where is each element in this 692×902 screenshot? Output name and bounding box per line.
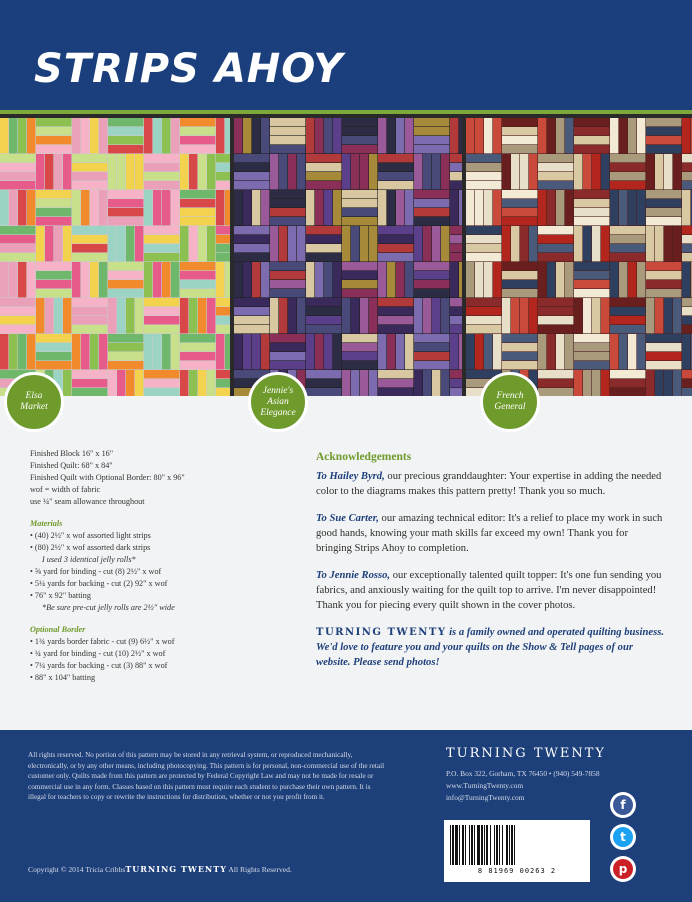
quilt-photo-french-general [466, 118, 692, 396]
acknowledgement-text: our precious granddaughter: Your expertise in adding the needed color to the diagrams makes this pattern pretty! Thank you so much. [316, 471, 662, 497]
twitter-link[interactable] [610, 824, 636, 850]
footer-band [0, 730, 692, 902]
acknowledgements-title: Acknowledgements [316, 451, 412, 463]
header-band [0, 0, 692, 112]
spec-line: Finished Quilt with Optional Border: 80" x 96" [30, 473, 185, 482]
materials-item: • 5¼ yards for backing - cut (2) 92" x wof [30, 579, 168, 588]
quilt-photo-strip [0, 114, 692, 396]
website-link[interactable]: www.TurningTwenty.com [446, 781, 524, 790]
address: P.O. Box 322, Gorham, TX 76450 • (940) 549-7858 [446, 769, 600, 778]
materials-item: • 76" x 92" batting [30, 591, 91, 600]
email-link[interactable]: info@TurningTwenty.com [446, 793, 525, 802]
materials-item: • (80) 2½" x wof assorted dark strips [30, 543, 151, 552]
border-item: • 1¾ yards border fabric - cut (9) 6½" x wof [30, 637, 175, 646]
facebook-link[interactable] [610, 792, 636, 818]
content-area [0, 396, 692, 730]
quilt-label-badge: Elsa Market [4, 372, 64, 432]
barcode [444, 820, 590, 882]
quilt-label-badge: French General [480, 372, 540, 432]
pinterest-icon: p [613, 859, 633, 879]
border-item: • 88" x 104" batting [30, 673, 96, 682]
copyright-line [28, 864, 292, 874]
rights-notice: All rights reserved. No portion of this pattern may be stored in any retrieval system, or reproduced mechanically, electronically, or by any other means, including photocopying. This pattern is for personal, non-commercial use of the retail customer only. Quilts made from this pattern are protected by Federal Copyright Law and may not be made for resale or commercial use in any form. Classes based on this pattern must require each student to purchase their own pattern. It is illegal for teachers to copy or rewrite the instructions for distribution, whether or not you profit from it. [28, 751, 385, 802]
brand-name: TURNING TWENTY [316, 627, 447, 638]
spec-line: Finished Block 16" x 16" [30, 449, 114, 458]
quilt-photo-elsa-market [0, 118, 230, 396]
optional-border-heading: Optional Border [30, 625, 86, 634]
copyright-brand: TURNING TWENTY [125, 864, 227, 874]
company-logo: TURNING TWENTY [446, 746, 606, 761]
quilt-label-badge: Jennie's Asian Elegance [248, 372, 308, 432]
border-item: • 7¼ yards for backing - cut (3) 88" x wof [30, 661, 168, 670]
twitter-icon: t [613, 827, 633, 847]
acknowledgements [316, 450, 666, 670]
acknowledgement-entry [316, 511, 666, 556]
materials-note: I used 3 identical jelly rolls* [42, 555, 136, 564]
copyright-text: Copyright © 2014 Tricia Cribbs [28, 865, 126, 874]
contact-info [446, 768, 600, 804]
acknowledgement-name: To Jennie Rosso, [316, 570, 391, 581]
materials-note: *Be sure pre-cut jelly rolls are 2½" wide [42, 603, 175, 612]
materials-item: • (40) 2½" x wof assorted light strips [30, 531, 151, 540]
company-blurb [316, 625, 666, 670]
barcode-bars [450, 825, 584, 865]
spec-line: use ¼" seam allowance throughout [30, 497, 145, 506]
pattern-specs [30, 448, 280, 684]
spec-line: Finished Quilt: 68" x 84" [30, 461, 113, 470]
acknowledgement-text: our amazing technical editor: It's a relief to place my work in such good hands, knowing your math skills far exceed my own! Thank you for bringing Strips Ahoy to completion. [316, 513, 663, 554]
company-blurb-text: is a family owned and operated quilting business. We'd love to feature you and your quilts on the Show & Tell pages of our website. Please send photos! [316, 627, 664, 668]
barcode-bar [515, 825, 517, 865]
acknowledgement-entry [316, 469, 666, 499]
pattern-title: STRIPS AHOY [34, 46, 344, 92]
acknowledgement-entry [316, 568, 666, 613]
facebook-icon: f [613, 795, 633, 815]
acknowledgement-text: our exceptionally talented quilt topper: It's one fun sending you fabrics, and anxiously waiting for the quilt top to arrive. I'm never disappointed! Thank you for piecing every quilt shown in the cover photos. [316, 570, 662, 611]
acknowledgement-name: To Sue Carter, [316, 513, 379, 524]
acknowledgement-name: To Hailey Byrd, [316, 471, 385, 482]
materials-heading: Materials [30, 519, 63, 528]
pinterest-link[interactable] [610, 856, 636, 882]
quilt-photo-asian-elegance [234, 118, 462, 396]
copyright-suffix: All Rights Reserved. [226, 865, 292, 874]
materials-item: • ⅝ yard for binding - cut (8) 2½" x wof [30, 567, 162, 576]
border-item: • ¾ yard for binding - cut (10) 2½" x wof [30, 649, 166, 658]
spec-line: wof = width of fabric [30, 485, 101, 494]
barcode-number: 8 81969 00263 2 [477, 867, 557, 875]
